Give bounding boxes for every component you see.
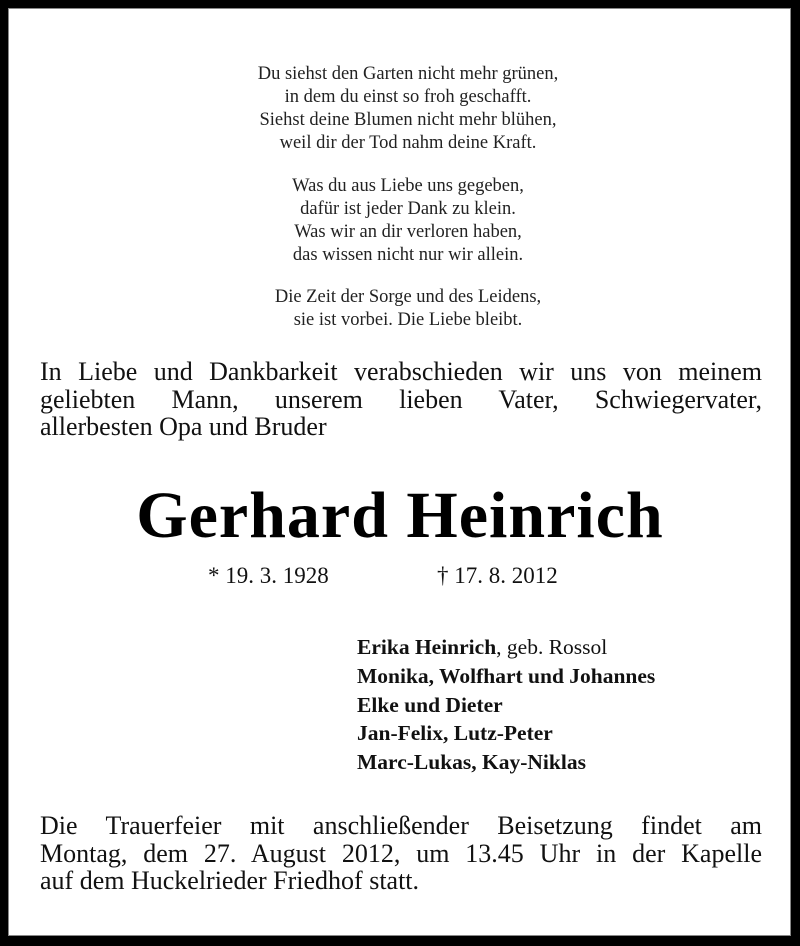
- intro-line: In Liebe und Dankbarkeit verabschieden wir uns von meinem: [40, 357, 762, 386]
- poem-stanza-3: [8, 286, 800, 332]
- birth-date: * 19. 3. 1928: [208, 563, 329, 588]
- poem-line: Die Zeit der Sorge und des Leidens,: [274, 287, 542, 307]
- family-names: Elke und Dieter: [357, 692, 503, 717]
- family-names: Marc-Lukas, Kay-Niklas: [357, 750, 586, 775]
- poem-line: sie ist vorbei. Die Liebe bleibt.: [293, 310, 523, 330]
- service-line: Die Trauerfeier mit anschließender Beisetzung findet am: [40, 811, 762, 840]
- poem-line: in dem du einst so froh geschafft.: [284, 87, 532, 107]
- family-row: [357, 719, 655, 748]
- poem-line: weil dir der Tod nahm deine Kraft.: [279, 133, 537, 153]
- service-line: Montag, dem 27. August 2012, um 13.45 Uhr in der Kapelle: [40, 838, 762, 868]
- service-paragraph: [40, 812, 762, 895]
- family-row: [357, 662, 655, 691]
- poem-stanza-1: [8, 63, 800, 155]
- obituary-frame: [8, 8, 791, 936]
- intro-line: geliebten Mann, unserem lieben Vater, Schwiegervater,: [40, 384, 762, 414]
- death-date: † 17. 8. 2012: [437, 563, 558, 588]
- poem-line: Du siehst den Garten nicht mehr grünen,: [257, 64, 559, 84]
- family-names: Erika Heinrich: [357, 635, 497, 659]
- intro-paragraph: [40, 358, 762, 441]
- family-names: Monika, Wolfhart und Johannes: [357, 663, 656, 688]
- poem-line: Siehst deine Blumen nicht mehr blühen,: [259, 110, 557, 130]
- intro-line: allerbesten Opa und Bruder: [40, 412, 327, 441]
- poem-line: das wissen nicht nur wir allein.: [292, 245, 524, 265]
- poem-line: Was du aus Liebe uns gegeben,: [292, 176, 524, 196]
- family-row: [357, 691, 655, 720]
- family-names: Jan-Felix, Lutz-Peter: [357, 721, 553, 746]
- family-list: [357, 633, 655, 777]
- family-row: [357, 633, 655, 662]
- poem-stanza-2: [8, 175, 800, 267]
- family-note: , geb. Rossol: [496, 635, 608, 659]
- poem-line: dafür ist jeder Dank zu klein.: [300, 199, 516, 219]
- family-row: [357, 748, 655, 777]
- service-line: auf dem Huckelrieder Friedhof statt.: [40, 866, 420, 895]
- deceased-name: Gerhard Heinrich: [136, 479, 664, 552]
- poem-line: Was wir an dir verloren haben,: [294, 222, 522, 242]
